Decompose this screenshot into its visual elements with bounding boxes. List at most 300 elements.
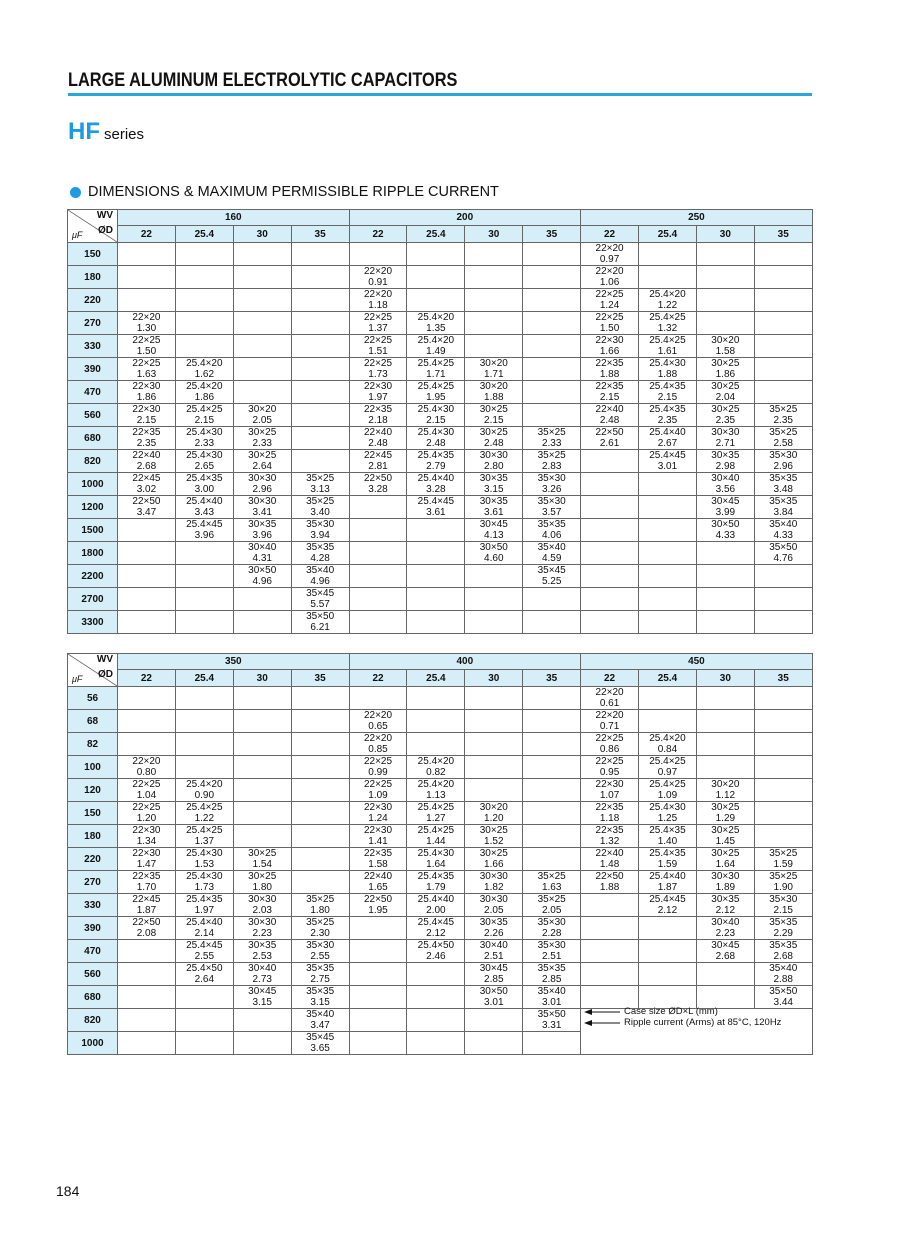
spec-cell: 22×30 1.97 (349, 381, 407, 404)
spec-cell (291, 266, 349, 289)
spec-cell (175, 756, 233, 779)
spec-cell (639, 243, 697, 266)
table-row (68, 687, 813, 710)
spec-cell (291, 312, 349, 335)
table-row (68, 802, 813, 825)
spec-cell (233, 266, 291, 289)
spec-cell: 35×25 2.83 (523, 450, 581, 473)
diameter-header: 22 (581, 226, 639, 243)
spec-cell: 35×30 2.55 (291, 940, 349, 963)
spec-cell: 35×40 4.59 (523, 542, 581, 565)
spec-cell (407, 687, 465, 710)
spec-cell (754, 289, 812, 312)
spec-cell: 35×35 4.28 (291, 542, 349, 565)
spec-cell: 22×50 1.95 (349, 894, 407, 917)
spec-cell (407, 289, 465, 312)
spec-cell (349, 1009, 407, 1032)
spec-cell (291, 825, 349, 848)
spec-cell: 25.4×50 2.64 (175, 963, 233, 986)
spec-cell (233, 802, 291, 825)
spec-cell: 30×25 2.33 (233, 427, 291, 450)
spec-cell: 25.4×20 1.49 (407, 335, 465, 358)
spec-cell (696, 312, 754, 335)
spec-cell (291, 404, 349, 427)
spec-cell (523, 779, 581, 802)
spec-cell: 25.4×35 2.35 (639, 404, 697, 427)
spec-cell: 30×25 1.52 (465, 825, 523, 848)
capacitance-cell: 820 (68, 450, 118, 473)
diameter-header: 22 (581, 670, 639, 687)
spec-cell: 30×25 2.35 (696, 404, 754, 427)
spec-cell (291, 243, 349, 266)
spec-cell: 25.4×20 1.22 (639, 289, 697, 312)
spec-cell: 35×25 2.05 (523, 894, 581, 917)
capacitance-cell: 560 (68, 963, 118, 986)
spec-cell (696, 756, 754, 779)
spec-cell: 35×30 2.28 (523, 917, 581, 940)
spec-cell: 25.4×20 1.13 (407, 779, 465, 802)
spec-cell: 22×50 3.47 (118, 496, 176, 519)
spec-cell: 25.4×20 1.62 (175, 358, 233, 381)
spec-cell: 25.4×40 2.14 (175, 917, 233, 940)
spec-cell (523, 588, 581, 611)
spec-cell (754, 825, 812, 848)
spec-cell: 30×45 3.99 (696, 496, 754, 519)
spec-cell (175, 1009, 233, 1032)
spec-cell: 30×25 1.66 (465, 848, 523, 871)
spec-cell (754, 312, 812, 335)
section-heading (70, 184, 499, 200)
spec-cell: 30×30 2.96 (233, 473, 291, 496)
spec-cell (581, 611, 639, 634)
spec-cell: 25.4×40 1.87 (639, 871, 697, 894)
spec-cell: 25.4×25 2.15 (175, 404, 233, 427)
spec-cell (175, 611, 233, 634)
spec-cell (118, 588, 176, 611)
spec-cell (118, 243, 176, 266)
spec-cell: 22×35 2.15 (581, 381, 639, 404)
diameter-header: 35 (291, 670, 349, 687)
spec-cell (523, 802, 581, 825)
spec-cell: 35×40 4.33 (754, 519, 812, 542)
spec-cell: 22×25 1.50 (581, 312, 639, 335)
spec-cell: 25.4×25 0.97 (639, 756, 697, 779)
spec-cell: 35×35 2.68 (754, 940, 812, 963)
spec-cell: 22×25 1.63 (118, 358, 176, 381)
spec-cell: 30×20 1.20 (465, 802, 523, 825)
spec-cell (349, 542, 407, 565)
diameter-header: 25.4 (175, 226, 233, 243)
spec-cell (291, 381, 349, 404)
spec-cell: 22×25 1.73 (349, 358, 407, 381)
diameter-header: 25.4 (639, 670, 697, 687)
table-row (68, 496, 813, 519)
table-row (68, 542, 813, 565)
spec-cell (523, 687, 581, 710)
spec-cell (349, 986, 407, 1009)
spec-cell (523, 848, 581, 871)
spec-cell (407, 710, 465, 733)
spec-cell (696, 733, 754, 756)
spec-cell (233, 687, 291, 710)
spec-cell: 30×30 2.23 (233, 917, 291, 940)
spec-cell: 25.4×30 1.25 (639, 802, 697, 825)
spec-cell (291, 871, 349, 894)
spec-cell (291, 687, 349, 710)
spec-cell: 22×50 1.88 (581, 871, 639, 894)
table-corner (68, 210, 118, 243)
table-row (68, 565, 813, 588)
spec-cell: 25.4×35 3.00 (175, 473, 233, 496)
table-row (68, 358, 813, 381)
spec-cell (233, 335, 291, 358)
spec-cell (233, 611, 291, 634)
spec-cell (118, 542, 176, 565)
spec-cell (581, 917, 639, 940)
spec-cell (407, 1009, 465, 1032)
spec-cell (465, 779, 523, 802)
table-row (68, 404, 813, 427)
spec-cell: 35×30 3.26 (523, 473, 581, 496)
spec-cell (175, 335, 233, 358)
spec-cell (407, 733, 465, 756)
spec-cell: 25.4×30 2.48 (407, 427, 465, 450)
spec-cell (291, 358, 349, 381)
spec-cell: 22×25 1.50 (118, 335, 176, 358)
spec-cell (291, 289, 349, 312)
spec-cell (118, 611, 176, 634)
spec-cell (118, 986, 176, 1009)
table-row (68, 825, 813, 848)
capacitance-cell: 220 (68, 289, 118, 312)
spec-cell: 22×35 1.18 (581, 802, 639, 825)
spec-cell (465, 1009, 523, 1032)
spec-cell: 35×50 4.76 (754, 542, 812, 565)
capacitance-cell: 1000 (68, 473, 118, 496)
spec-cell (754, 335, 812, 358)
table-row (68, 450, 813, 473)
spec-cell (523, 312, 581, 335)
spec-cell: 22×25 0.99 (349, 756, 407, 779)
capacitance-cell: 330 (68, 894, 118, 917)
spec-cell: 22×25 1.09 (349, 779, 407, 802)
section-title: DIMENSIONS & MAXIMUM PERMISSIBLE RIPPLE CURRENT (88, 184, 499, 200)
spec-cell: 25.4×25 1.22 (175, 802, 233, 825)
spec-cell (696, 687, 754, 710)
spec-cell: 22×20 0.71 (581, 710, 639, 733)
spec-cell: 30×35 3.61 (465, 496, 523, 519)
spec-cell (407, 963, 465, 986)
spec-cell (118, 266, 176, 289)
spec-cell (233, 312, 291, 335)
spec-cell: 30×25 2.15 (465, 404, 523, 427)
spec-cell: 22×40 1.65 (349, 871, 407, 894)
spec-cell (407, 243, 465, 266)
spec-cell: 30×35 2.98 (696, 450, 754, 473)
spec-cell: 22×30 1.34 (118, 825, 176, 848)
spec-cell: 30×50 4.33 (696, 519, 754, 542)
spec-cell: 25.4×30 2.65 (175, 450, 233, 473)
spec-cell (639, 611, 697, 634)
spec-cell (523, 710, 581, 733)
spec-cell (118, 1009, 176, 1032)
page-title: LARGE ALUMINUM ELECTROLYTIC CAPACITORS (68, 70, 458, 91)
spec-cell (349, 917, 407, 940)
spec-cell (175, 266, 233, 289)
table-row (68, 940, 813, 963)
spec-cell (523, 358, 581, 381)
voltage-header: 250 (581, 210, 813, 226)
spec-cell: 25.4×25 1.27 (407, 802, 465, 825)
ripple-table-2 (67, 653, 813, 1055)
spec-cell: 35×30 2.51 (523, 940, 581, 963)
spec-cell: 22×25 1.04 (118, 779, 176, 802)
capacitance-cell: 56 (68, 687, 118, 710)
spec-cell: 25.4×30 1.88 (639, 358, 697, 381)
spec-cell: 30×40 3.56 (696, 473, 754, 496)
capacitance-cell: 270 (68, 312, 118, 335)
spec-cell (233, 710, 291, 733)
diameter-header: 30 (465, 226, 523, 243)
spec-cell: 30×25 2.04 (696, 381, 754, 404)
spec-cell: 30×20 1.88 (465, 381, 523, 404)
table-row (68, 266, 813, 289)
spec-cell: 35×25 1.59 (754, 848, 812, 871)
spec-cell (639, 473, 697, 496)
capacitance-cell: 470 (68, 381, 118, 404)
diameter-header: 22 (118, 226, 176, 243)
spec-cell (465, 565, 523, 588)
spec-cell (754, 802, 812, 825)
spec-cell (639, 565, 697, 588)
spec-cell: 30×25 2.48 (465, 427, 523, 450)
spec-cell (465, 588, 523, 611)
spec-cell: 22×30 1.86 (118, 381, 176, 404)
spec-cell: 25.4×45 2.55 (175, 940, 233, 963)
spec-cell (118, 963, 176, 986)
spec-cell: 25.4×45 3.96 (175, 519, 233, 542)
spec-cell: 22×25 1.51 (349, 335, 407, 358)
spec-cell (291, 756, 349, 779)
spec-cell (175, 243, 233, 266)
spec-cell: 22×25 1.37 (349, 312, 407, 335)
spec-cell: 25.4×35 2.79 (407, 450, 465, 473)
diameter-header: 22 (349, 670, 407, 687)
spec-cell (175, 588, 233, 611)
spec-cell: 35×25 1.90 (754, 871, 812, 894)
diameter-header: 25.4 (407, 226, 465, 243)
spec-cell (581, 473, 639, 496)
voltage-header: 450 (581, 654, 813, 670)
spec-cell (523, 289, 581, 312)
spec-cell (349, 243, 407, 266)
spec-cell (349, 496, 407, 519)
spec-cell (754, 358, 812, 381)
spec-cell (754, 756, 812, 779)
spec-cell: 22×40 1.48 (581, 848, 639, 871)
spec-cell (175, 687, 233, 710)
spec-cell: 35×25 3.13 (291, 473, 349, 496)
capacitance-cell: 330 (68, 335, 118, 358)
spec-cell: 35×25 2.58 (754, 427, 812, 450)
arrow-left-icon (584, 1019, 620, 1027)
voltage-header: 350 (118, 654, 350, 670)
diameter-header: 35 (754, 226, 812, 243)
spec-cell: 25.4×25 1.61 (639, 335, 697, 358)
series-heading (68, 118, 144, 146)
spec-cell (581, 940, 639, 963)
spec-cell: 22×50 2.61 (581, 427, 639, 450)
spec-cell: 35×30 2.96 (754, 450, 812, 473)
spec-cell (696, 611, 754, 634)
spec-cell: 25.4×25 1.44 (407, 825, 465, 848)
spec-cell (349, 588, 407, 611)
spec-cell (175, 733, 233, 756)
spec-cell (407, 1032, 465, 1055)
spec-cell (233, 1009, 291, 1032)
spec-cell: 35×50 6.21 (291, 611, 349, 634)
spec-cell (291, 848, 349, 871)
voltage-header: 160 (118, 210, 350, 226)
spec-cell: 35×25 2.33 (523, 427, 581, 450)
table-row (68, 779, 813, 802)
spec-cell: 30×25 2.64 (233, 450, 291, 473)
spec-cell (407, 542, 465, 565)
spec-cell: 35×30 2.15 (754, 894, 812, 917)
spec-cell (349, 519, 407, 542)
spec-cell (465, 335, 523, 358)
spec-cell: 35×40 3.47 (291, 1009, 349, 1032)
bullet-dot-icon (70, 187, 81, 198)
table-corner (68, 654, 118, 687)
diameter-header: 25.4 (639, 226, 697, 243)
spec-cell (639, 496, 697, 519)
spec-cell: 25.4×30 2.15 (407, 404, 465, 427)
spec-cell (696, 266, 754, 289)
spec-cell (639, 687, 697, 710)
spec-cell (639, 710, 697, 733)
spec-cell: 22×20 0.65 (349, 710, 407, 733)
spec-cell: 35×45 3.65 (291, 1032, 349, 1055)
spec-cell: 25.4×40 3.28 (407, 473, 465, 496)
table-row (68, 710, 813, 733)
spec-cell: 25.4×25 1.71 (407, 358, 465, 381)
spec-cell: 22×25 1.20 (118, 802, 176, 825)
table-row (68, 756, 813, 779)
capacitance-cell: 82 (68, 733, 118, 756)
spec-cell (291, 450, 349, 473)
spec-cell (581, 963, 639, 986)
spec-cell: 25.4×30 1.53 (175, 848, 233, 871)
spec-cell (465, 266, 523, 289)
spec-cell (407, 611, 465, 634)
spec-cell (696, 542, 754, 565)
spec-cell (291, 427, 349, 450)
corner-wv-label: WV (96, 210, 113, 221)
spec-cell: 30×35 2.26 (465, 917, 523, 940)
spec-cell: 30×25 1.45 (696, 825, 754, 848)
capacitance-cell: 2700 (68, 588, 118, 611)
capacitance-cell: 150 (68, 802, 118, 825)
spec-cell (523, 1032, 581, 1055)
spec-cell: 25.4×35 1.40 (639, 825, 697, 848)
spec-cell (291, 733, 349, 756)
spec-cell: 22×35 1.88 (581, 358, 639, 381)
spec-cell: 35×25 1.80 (291, 894, 349, 917)
capacitance-cell: 680 (68, 986, 118, 1009)
spec-cell (349, 963, 407, 986)
spec-cell: 22×25 0.95 (581, 756, 639, 779)
spec-cell (349, 1032, 407, 1055)
spec-cell: 25.4×30 2.33 (175, 427, 233, 450)
spec-cell (523, 733, 581, 756)
spec-cell: 25.4×20 1.35 (407, 312, 465, 335)
spec-cell: 22×30 1.24 (349, 802, 407, 825)
spec-cell (233, 381, 291, 404)
spec-cell (754, 588, 812, 611)
spec-cell: 25.4×40 2.67 (639, 427, 697, 450)
spec-cell: 22×20 0.91 (349, 266, 407, 289)
spec-cell (291, 802, 349, 825)
spec-cell: 25.4×35 1.59 (639, 848, 697, 871)
spec-cell: 35×35 2.75 (291, 963, 349, 986)
spec-cell: 25.4×35 2.15 (639, 381, 697, 404)
arrow-left-icon (584, 1008, 620, 1016)
spec-cell: 35×35 4.06 (523, 519, 581, 542)
spec-cell (291, 710, 349, 733)
spec-cell (523, 243, 581, 266)
diameter-header: 30 (465, 670, 523, 687)
spec-cell: 22×20 1.18 (349, 289, 407, 312)
spec-cell (696, 243, 754, 266)
capacitance-cell: 1500 (68, 519, 118, 542)
spec-cell (465, 1032, 523, 1055)
spec-cell: 30×35 2.12 (696, 894, 754, 917)
capacitance-cell: 120 (68, 779, 118, 802)
spec-cell (349, 687, 407, 710)
spec-cell (581, 588, 639, 611)
ripple-table-1 (67, 209, 813, 634)
spec-cell: 30×50 4.96 (233, 565, 291, 588)
spec-cell (118, 687, 176, 710)
spec-cell (233, 779, 291, 802)
spec-cell (118, 565, 176, 588)
spec-cell (175, 710, 233, 733)
spec-cell: 25.4×25 1.32 (639, 312, 697, 335)
spec-cell (233, 733, 291, 756)
spec-cell (754, 243, 812, 266)
spec-cell (118, 1032, 176, 1055)
spec-cell: 25.4×40 3.43 (175, 496, 233, 519)
spec-cell (465, 312, 523, 335)
spec-cell (349, 940, 407, 963)
diameter-header: 35 (754, 670, 812, 687)
spec-cell (523, 381, 581, 404)
spec-cell: 25.4×40 2.00 (407, 894, 465, 917)
spec-cell (639, 519, 697, 542)
spec-cell: 25.4×35 1.79 (407, 871, 465, 894)
spec-cell (233, 825, 291, 848)
spec-cell (175, 312, 233, 335)
spec-cell: 22×30 1.07 (581, 779, 639, 802)
spec-cell (523, 756, 581, 779)
spec-cell (175, 986, 233, 1009)
diameter-header: 30 (233, 226, 291, 243)
legend-ripple-text: Ripple current (Arms) at 85°C, 120Hz (624, 1017, 782, 1028)
spec-cell: 25.4×20 0.84 (639, 733, 697, 756)
spec-cell (118, 733, 176, 756)
legend-case-size-text: Case size ØD×L (mm) (624, 1006, 718, 1017)
